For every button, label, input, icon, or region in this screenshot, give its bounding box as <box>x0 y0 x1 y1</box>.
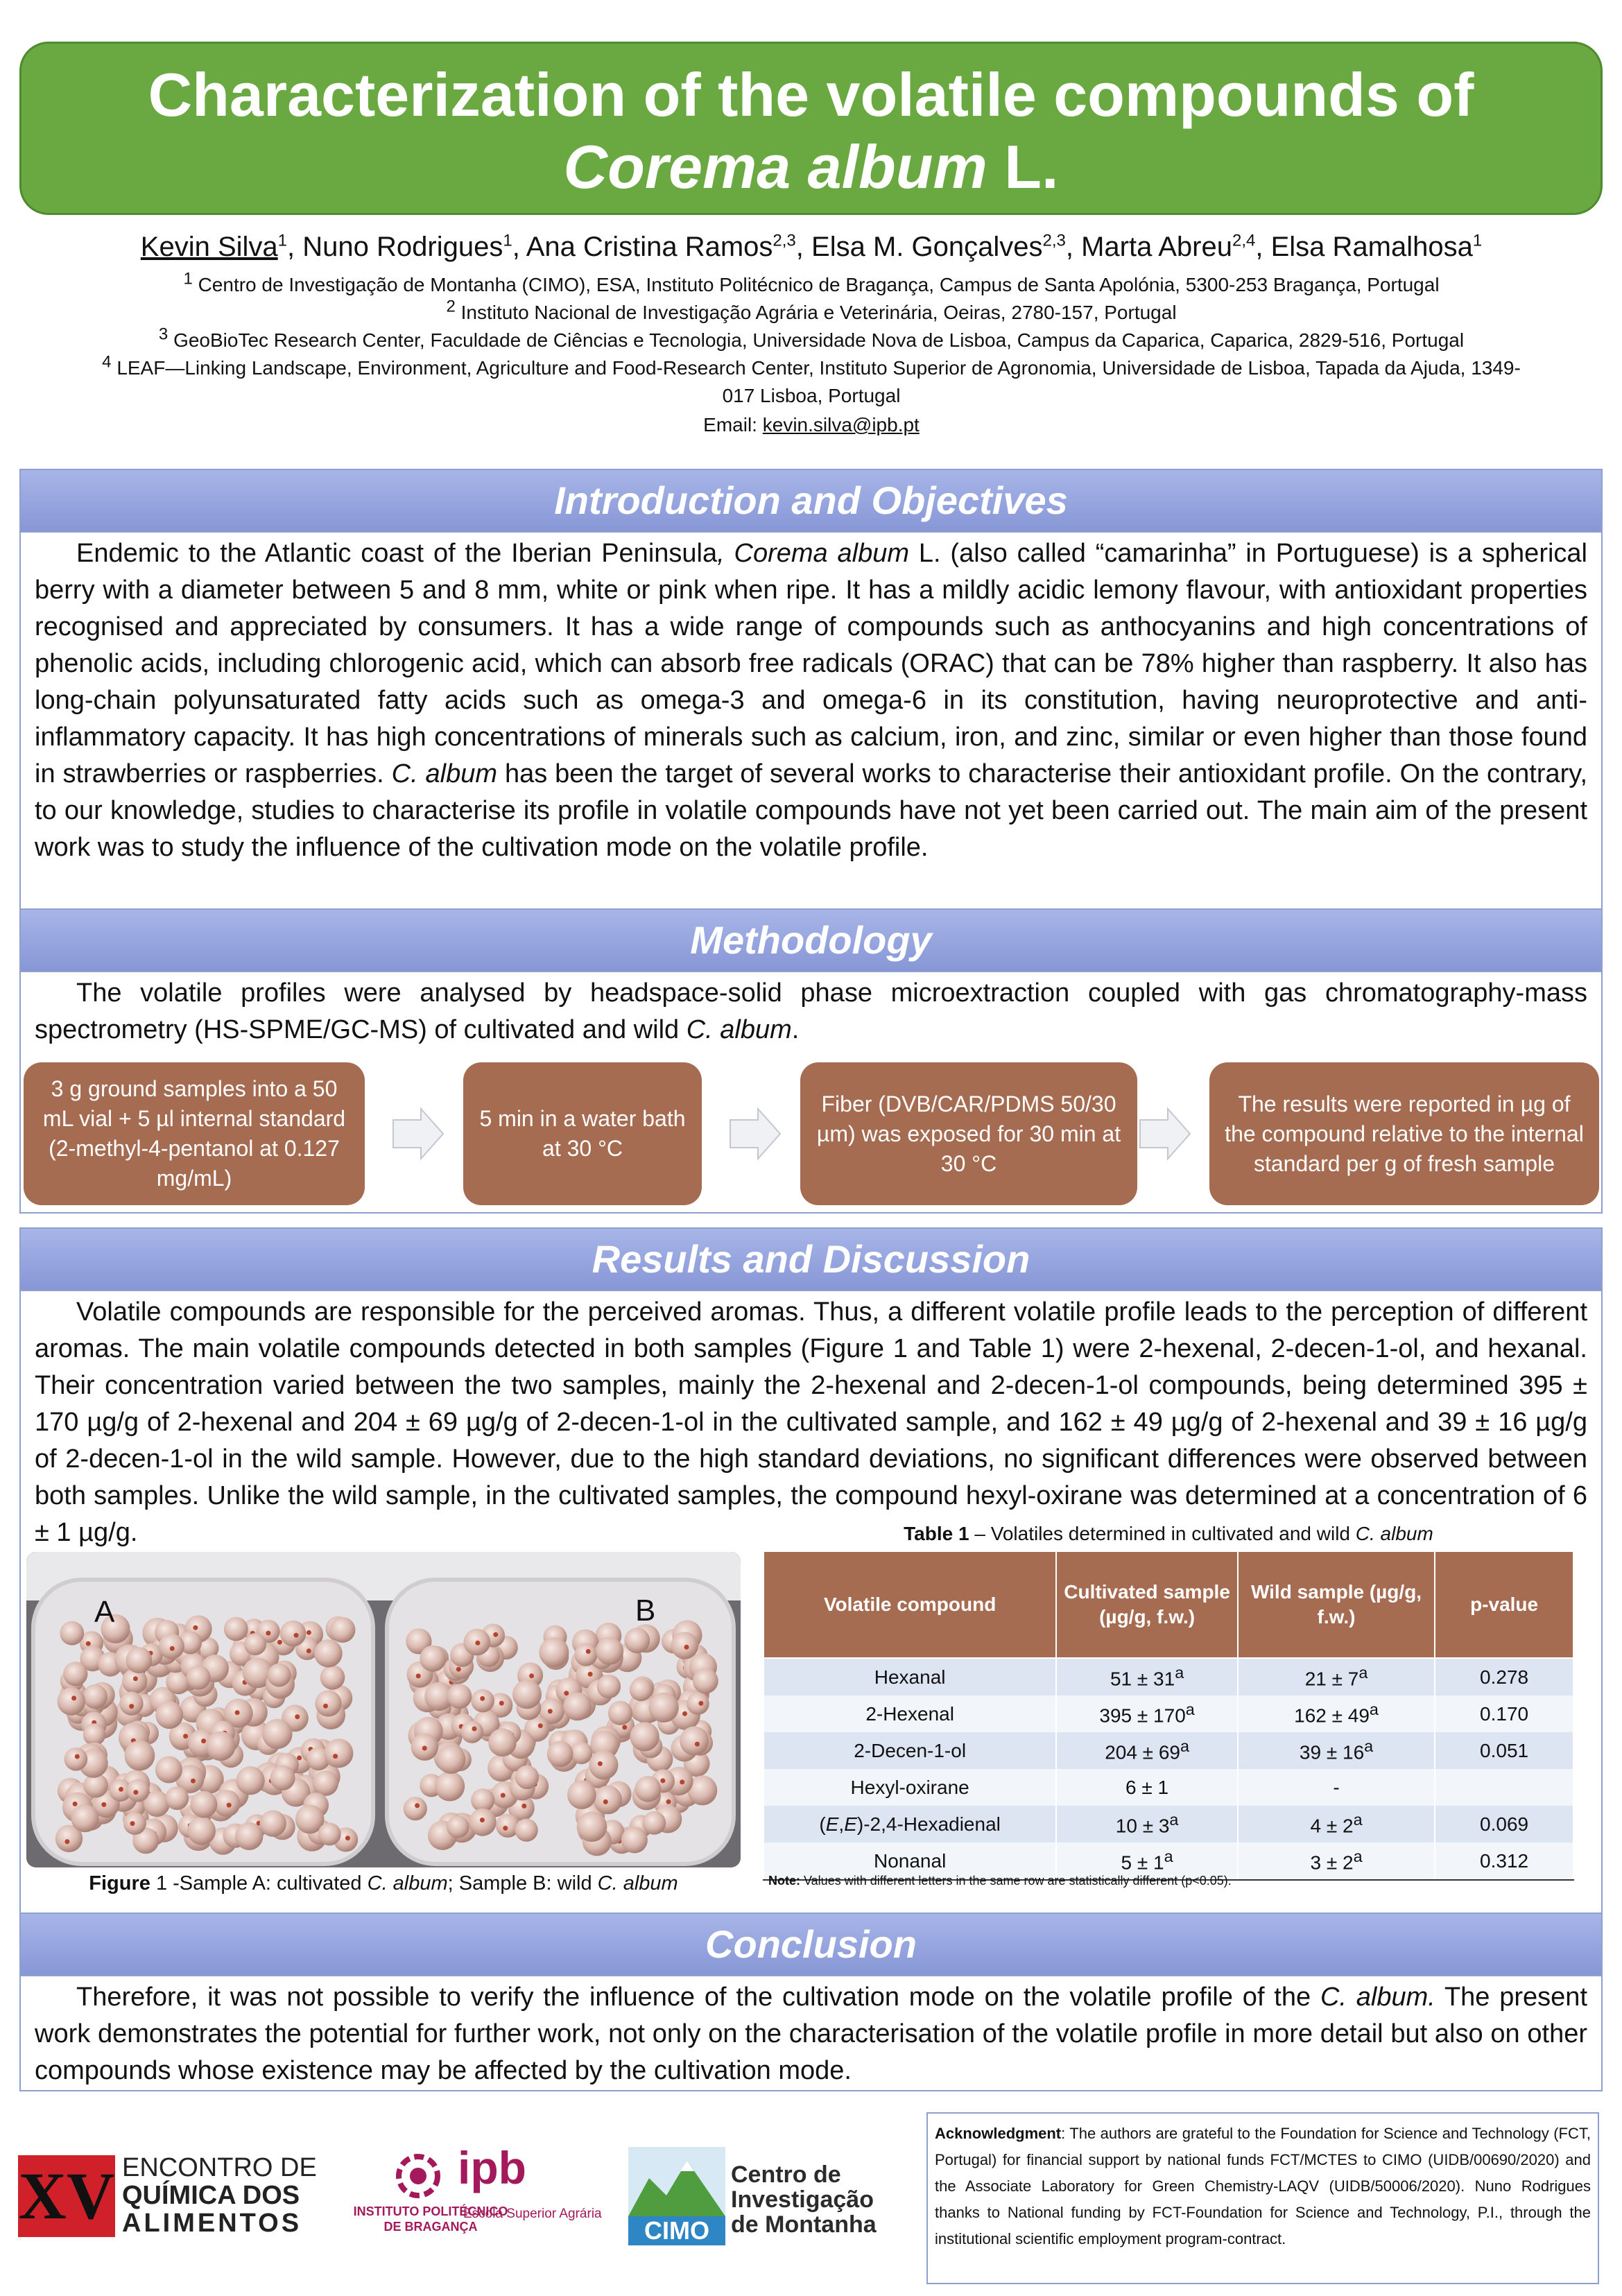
cell-pvalue: 0.312 <box>1435 1842 1573 1880</box>
table-caption-label: Table 1 <box>904 1523 969 1544</box>
cell-wild <box>1238 1769 1435 1806</box>
table-row <box>763 1806 1573 1842</box>
cell-pvalue: 0.051 <box>1435 1732 1573 1769</box>
berry <box>596 1637 623 1665</box>
berry-spot <box>480 1818 485 1822</box>
berry-spot <box>266 1631 270 1636</box>
table-header-wild: Wild sample (µg/g, f.w.) <box>1238 1551 1435 1658</box>
berry-spot <box>235 1710 240 1715</box>
berry <box>687 1692 709 1715</box>
affiliation-number: 2 <box>446 297 456 316</box>
berry <box>63 1661 87 1686</box>
author-affiliation: 2,4 <box>1232 231 1256 250</box>
berry <box>563 1693 592 1721</box>
figure-caption-species: C. album <box>361 1872 448 1894</box>
cell-letter: a <box>1353 1811 1363 1829</box>
berry <box>624 1628 650 1653</box>
cell-wild <box>1238 1695 1435 1732</box>
cell-compound <box>763 1806 1056 1842</box>
title-species: Corema album <box>563 132 987 201</box>
conclusion-text-part: Therefore, it was not possible to verify the influence of the cultivation mode on the volatile profile of the <box>76 1983 1311 2012</box>
intro-section <box>19 469 1603 910</box>
berry-spot <box>73 1802 78 1806</box>
author-affiliation: 1 <box>1472 231 1483 250</box>
berry <box>437 1745 466 1774</box>
cell-pvalue: 0.170 <box>1435 1695 1573 1732</box>
berry-spot <box>133 1790 138 1795</box>
table-note <box>768 1874 1573 1888</box>
berry-spot <box>475 1641 480 1646</box>
berry <box>187 1817 216 1845</box>
table-row <box>763 1658 1573 1695</box>
berry <box>461 1720 483 1743</box>
berry <box>597 1675 621 1698</box>
berry <box>64 1747 88 1771</box>
berry <box>60 1621 84 1646</box>
berry <box>268 1664 291 1687</box>
berry-spot <box>307 1648 311 1653</box>
berry-spot <box>588 1672 593 1677</box>
berry <box>547 1741 573 1768</box>
conclusion-species: C. album. <box>1311 1983 1435 2012</box>
title-banner <box>19 42 1603 215</box>
berry <box>270 1766 295 1790</box>
berry-spot <box>345 1836 350 1840</box>
cell-letter: a <box>1353 1847 1363 1866</box>
affiliation-number: 4 <box>102 352 112 372</box>
cell-wild <box>1238 1732 1435 1769</box>
methodology-species: C. album <box>679 1015 792 1044</box>
cell-compound: Nonanal <box>763 1842 1056 1880</box>
conclusion-text-part: The present work demonstrates the potential for further work, not only on the characterisation of the volatile profile in more detail but also on other compounds whose existence may be affected by the cultivation mode. <box>35 1983 1587 2085</box>
cell-value: 6 ± 1 <box>1125 1776 1169 1798</box>
berry-spot <box>86 1641 91 1646</box>
arrow-right-icon <box>390 1106 446 1162</box>
berry-spot <box>472 1727 477 1732</box>
berry-spot <box>598 1761 603 1766</box>
berry-spot <box>586 1649 591 1654</box>
volatile-table-wrapper <box>763 1551 1574 1881</box>
methodology-header: Methodology <box>21 910 1601 972</box>
affiliation-3 <box>42 327 1581 354</box>
berry <box>447 1684 472 1709</box>
berry-spot <box>622 1725 627 1729</box>
ipb-line: DE BRAGANÇA <box>383 2220 478 2234</box>
email-label: Email: <box>703 414 763 435</box>
berry <box>235 1822 263 1850</box>
encontro-line: ENCONTRO DE <box>122 2153 317 2182</box>
ipb-emblem-icon <box>380 2148 456 2204</box>
berry-spot <box>564 1691 569 1695</box>
berry <box>435 1772 465 1802</box>
author-name: Elsa Ramalhosa <box>1270 232 1473 262</box>
affiliation-text: GeoBioTec Research Center, Faculdade de Ciências e Tecnologia, Universidade Nova de Lisboa, Campus da Caparica, Caparica, 2829-516, Portugal <box>173 329 1465 351</box>
berry <box>621 1827 648 1854</box>
intro-text-part: has been the target of several works to characterise their antioxidant profile. On the contrary, to our knowledge, studies to characterise its profile in volatile compounds have not yet been carried out. The main aim of the present work was to study the influence of the cultivation mode on the volatile profile. <box>35 759 1588 862</box>
affiliation-text: Instituto Nacional de Investigação Agrária e Veterinária, Oeiras, 2780-157, Portugal <box>460 302 1177 323</box>
arrow-right-icon <box>727 1106 783 1162</box>
berry-spot <box>499 1701 504 1706</box>
acknowledgment-label: Acknowledgment <box>935 2125 1062 2142</box>
cell-value: 21 ± 7 <box>1304 1668 1359 1690</box>
compound-part: E <box>844 1813 857 1835</box>
berry-spot <box>307 1630 311 1635</box>
author-name: Nuno Rodrigues <box>302 232 503 262</box>
berry-photo <box>26 1552 741 1867</box>
berry-spot <box>129 1704 134 1709</box>
method-step-4: The results were reported in µg of the compound relative to the internal standard per g of fresh sample <box>1209 1062 1599 1205</box>
title-line-2 <box>21 131 1601 203</box>
berry <box>693 1668 718 1694</box>
table-header-pvalue: p-value <box>1435 1551 1573 1658</box>
berry <box>244 1633 266 1655</box>
berry <box>127 1779 150 1802</box>
table-note-label: Note: <box>768 1874 800 1888</box>
table-caption-species: C. album <box>1350 1523 1433 1544</box>
berry <box>630 1678 653 1701</box>
cimo-line: Centro de <box>731 2161 841 2188</box>
berry <box>567 1780 596 1809</box>
berry-spot <box>415 1803 420 1808</box>
berry <box>320 1665 345 1690</box>
table-note-text: Values with different letters in the same row are statistically different (p<0.05). <box>800 1874 1232 1888</box>
method-step-3: Fiber (DVB/CAR/PDMS 50/30 µm) was exposed for 30 min at 30 °C <box>800 1062 1137 1205</box>
berry <box>594 1786 622 1814</box>
berry <box>515 1766 539 1789</box>
cimo-mountain-icon <box>628 2147 725 2216</box>
compound-part: ( <box>819 1813 826 1835</box>
berry <box>313 1770 338 1796</box>
berry-spot <box>193 1625 198 1630</box>
berry-spot <box>682 1711 687 1716</box>
intro-species: C. album <box>383 759 498 788</box>
berry-spot <box>119 1787 123 1792</box>
cell-value: 162 ± 49 <box>1294 1704 1370 1727</box>
ipb-line: INSTITUTO POLITÉCNICO <box>353 2204 508 2218</box>
berry <box>119 1691 143 1715</box>
berry <box>280 1621 307 1647</box>
berry <box>126 1647 153 1673</box>
method-step-2: 5 min in a water bath at 30 °C <box>463 1062 702 1205</box>
acknowledgment-text: : The authors are grateful to the Foundation for Science and Technology (FCT, Portugal) for financial support by national funds FCT/MCTES to CIMO (UIDB/00690/2020) and the Associate Laboratory for Green Chemistry-LAQV (UIDB/50006/2020). Nuno Rodrigues thanks to National funding by FCT-Foundation for Science and Technology, P.I., through the institutional scientific employment program-contract. <box>935 2125 1591 2247</box>
affiliation-text: LEAF—Linking Landscape, Environment, Agriculture and Food-Research Center, Instituto Superior de Agronomia, Universidade de Lisboa, Tapada da Ajuda, 1349- <box>117 357 1521 379</box>
author-affiliation: 2,3 <box>773 231 796 250</box>
methodology-text-part: . <box>791 1015 800 1044</box>
cell-compound: Hexyl-oxirane <box>763 1769 1056 1806</box>
cell-value: - <box>1333 1776 1340 1798</box>
author-affiliation: 2,3 <box>1042 231 1066 250</box>
berry <box>83 1723 105 1745</box>
affiliation-4-cont: 017 Lisboa, Portugal <box>722 385 901 406</box>
author-affiliation: 1 <box>503 231 512 250</box>
cell-value: 4 ± 2 <box>1310 1815 1354 1837</box>
berry-spot <box>684 1645 689 1650</box>
cell-wild <box>1238 1658 1435 1695</box>
cimo-line: Investigação <box>731 2186 874 2213</box>
berry-spot <box>183 1734 188 1738</box>
cell-compound: 2-Decen-1-ol <box>763 1732 1056 1769</box>
sample-b-label: B <box>635 1594 656 1628</box>
berry <box>329 1617 355 1643</box>
cell-letter: a <box>1358 1664 1368 1682</box>
cell-value: 395 ± 170 <box>1099 1704 1186 1727</box>
arrow-right-icon <box>1137 1106 1193 1162</box>
berry-spot <box>201 1738 206 1743</box>
affiliation-text: Centro de Investigação de Montanha (CIMO), ESA, Instituto Politécnico de Bragança, Campus de Santa Apolónia, 5300-253 Bragança, Portugal <box>198 274 1440 295</box>
berry-spot <box>529 1673 534 1678</box>
berry <box>165 1786 189 1810</box>
title-suffix: L. <box>987 132 1059 201</box>
berry-spot <box>75 1754 80 1759</box>
cell-value: 5 ± 1 <box>1121 1852 1164 1874</box>
cell-pvalue <box>1435 1769 1573 1806</box>
cell-letter: a <box>1369 1700 1379 1719</box>
berry-spot <box>666 1799 671 1804</box>
berry <box>214 1790 241 1817</box>
table-row <box>763 1695 1573 1732</box>
table-row <box>763 1769 1573 1806</box>
author-name: Elsa M. Gonçalves <box>811 232 1043 262</box>
encontro-logo-numeral: XV <box>18 2155 115 2237</box>
berry-spot <box>503 1826 508 1831</box>
berry-spot <box>493 1632 498 1637</box>
method-step-1: 3 g ground samples into a 50 mL vial + 5 µl internal standard (2-methyl-4-pentanol at 0.127 mg/mL) <box>24 1062 365 1205</box>
compound-part: )-2,4-Hexadienal <box>856 1813 1001 1835</box>
berry <box>155 1756 182 1784</box>
cimo-logo-text <box>731 2162 877 2237</box>
berry <box>206 1732 236 1761</box>
berry <box>187 1666 211 1690</box>
cimo-logo-mark: CIMO <box>628 2216 725 2245</box>
volatile-table <box>763 1551 1574 1881</box>
berry <box>608 1701 632 1725</box>
cell-letter: a <box>1180 1737 1189 1756</box>
berry <box>575 1643 598 1666</box>
cell-value: 10 ± 3 <box>1115 1815 1170 1837</box>
berry <box>404 1797 427 1820</box>
berry-spot <box>698 1701 703 1706</box>
figure-caption-text: 1 -Sample A: cultivated <box>150 1872 362 1894</box>
berry <box>83 1684 107 1709</box>
berry <box>315 1690 341 1716</box>
berry-spot <box>227 1803 232 1808</box>
cell-value: 204 ± 69 <box>1105 1741 1180 1763</box>
author-name: Kevin Silva <box>140 232 278 262</box>
table-row <box>763 1732 1573 1769</box>
cell-value: 3 ± 2 <box>1310 1852 1354 1874</box>
berry-spot <box>170 1646 175 1651</box>
berry-spot <box>294 1633 299 1638</box>
affiliation-4 <box>42 352 1581 381</box>
berry-spot <box>416 1673 421 1678</box>
berry-spot <box>130 1821 135 1826</box>
berry-spot <box>501 1793 506 1798</box>
encontro-line: ALIMENTOS <box>122 2209 302 2238</box>
berry <box>512 1680 542 1709</box>
affiliation-2 <box>42 297 1581 326</box>
methodology-text-part: The volatile profiles were analysed by headspace-solid phase microextraction coupled with gas chromatography-mass spectrometry (HS-SPME/GC-MS) of cultivated and wild <box>35 978 1587 1044</box>
intro-header: Introduction and Objectives <box>21 470 1601 533</box>
berry <box>260 1810 286 1836</box>
berry-spot <box>295 1714 300 1719</box>
cell-cultivated <box>1056 1658 1238 1695</box>
berry <box>58 1687 85 1715</box>
berry <box>642 1811 666 1835</box>
cell-letter: a <box>1164 1847 1173 1866</box>
cell-letter: a <box>1175 1664 1184 1682</box>
cell-cultivated <box>1056 1695 1238 1732</box>
figure-caption-label: Figure <box>89 1872 150 1894</box>
intro-species: , Corema album <box>717 539 910 568</box>
berry-spot <box>297 1756 302 1761</box>
figure-caption <box>26 1872 741 1895</box>
cell-letter: a <box>1364 1737 1374 1756</box>
title-line-1: Characterization of the volatile compounds of <box>148 60 1474 129</box>
berry <box>314 1639 343 1668</box>
intro-text <box>21 533 1601 866</box>
berry-photo-illustration <box>26 1552 741 1867</box>
berry <box>224 1617 248 1641</box>
berry <box>324 1738 353 1768</box>
conclusion-header: Conclusion <box>21 1914 1601 1976</box>
berry <box>155 1701 183 1729</box>
berry <box>515 1819 538 1842</box>
methodology-text <box>21 972 1601 1048</box>
berry-spot <box>133 1676 138 1681</box>
berry <box>680 1726 709 1755</box>
berry-spot <box>521 1804 526 1809</box>
berry <box>570 1742 592 1764</box>
berry-spot <box>548 1709 553 1714</box>
encontro-logo-text <box>122 2154 317 2237</box>
conclusion-section <box>19 1913 1603 2091</box>
berry-spot <box>323 1704 328 1709</box>
author-name: Marta Abreu <box>1081 232 1232 262</box>
intro-text-part: Endemic to the Atlantic coast of the Iberian Peninsula <box>76 539 718 568</box>
berry-spot <box>480 1696 485 1701</box>
berry-spot <box>422 1746 427 1751</box>
berry <box>125 1741 155 1771</box>
affiliation-number: 3 <box>158 325 169 344</box>
intro-text-part: L. (also called “camarinha” in Portuguese) is a spherical berry with a diameter between 5 and 8 mm, white or pink when ripe. It has a mildly acidic lemony flavour, with antioxidant properties recognised and appreciated by consumers. It has a wide range of compounds such as anthocyanins and high concentrations of phenolic acids, including chlorogenic acid, which can absorb free radicals (ORAC) that can be 78% higher than raspberry. It also has long-chain polyunsaturated fatty acids such as omega-3 and omega-6 in its constitution, having neuroprotective and anti-inflammatory capacity. It has high concentrations of minerals such as calcium, iron, and zinc, similar or even higher than those found in strawberries or raspberries. <box>35 539 1587 788</box>
cell-cultivated <box>1056 1769 1238 1806</box>
cell-cultivated <box>1056 1732 1238 1769</box>
berry <box>577 1812 607 1842</box>
table-caption-text: – Volatiles determined in cultivated and wild <box>969 1523 1350 1544</box>
cell-pvalue: 0.069 <box>1435 1806 1573 1842</box>
berry <box>420 1646 446 1672</box>
affiliation-1 <box>42 269 1581 298</box>
author-name: Ana Cristina Ramos <box>526 232 773 262</box>
figure-caption-species: C. album <box>592 1872 678 1894</box>
berry <box>318 1822 341 1845</box>
berry-spot <box>277 1640 282 1645</box>
berry <box>635 1776 662 1802</box>
email-link[interactable]: kevin.silva@ipb.pt <box>762 414 920 435</box>
berry-spot <box>660 1778 665 1783</box>
table-header-row <box>763 1551 1573 1658</box>
berry <box>236 1766 265 1795</box>
berry-spot <box>680 1779 684 1784</box>
cell-letter: a <box>1185 1700 1195 1719</box>
cimo-line: de Montanha <box>731 2211 877 2238</box>
cell-value: 51 ± 31 <box>1110 1668 1175 1690</box>
figure-caption-text: ; Sample B: wild <box>447 1872 592 1894</box>
cell-compound: Hexanal <box>763 1658 1056 1695</box>
berry-spot <box>71 1695 76 1700</box>
cell-pvalue: 0.278 <box>1435 1658 1573 1695</box>
berry <box>71 1804 98 1832</box>
results-text: Volatile compounds are responsible for the perceived aromas. Thus, a different volatile profile leads to the perception of different aromas. The main volatile compounds detected in both samples (Figure 1 and Table 1) were 2-hexenal, 2-decen-1-ol, and hexanal. Their concentration varied between the two samples, mainly the 2-hexenal and 2-decen-1-ol compounds, being determined 395 ± 170 µg/g of 2-hexenal and 204 ± 69 µg/g of 2-decen-1-ol in the cultivated sample, and 162 ± 49 µg/g of 2-hexenal and 39 ± 16 µg/g of 2-decen-1-ol in the wild sample. However, due to the high standard deviations, no significant differences were observed between both samples. Unlike the wild sample, in the cultivated samples, the compound hexyl-oxirane was determined at a concentration of 6 ± 1 µg/g. <box>35 1297 1587 1547</box>
cell-cultivated <box>1056 1806 1238 1842</box>
author-list: Kevin Silva$^1$, Nuno Rodrigues$^1$, Ana Cristina Ramos$^{2,3}$, Elsa M. Gonçalves$^{2,3}$, Marta Abreu$^{2,4}$, Elsa Ramalhosa$^1$ <box>140 231 1483 262</box>
table-header-cultivated: Cultivated sample (µg/g, f.w.) <box>1056 1551 1238 1658</box>
berry <box>488 1728 517 1756</box>
berry-spot <box>101 1802 106 1807</box>
results-header: Results and Discussion <box>21 1229 1601 1291</box>
berry <box>648 1693 678 1723</box>
ipb-logo-school: Escola Superior Agrária <box>463 2207 602 2221</box>
table-caption <box>763 1523 1574 1545</box>
author-affiliation: 1 <box>277 231 288 250</box>
berry-spot <box>64 1839 69 1844</box>
berry-spot <box>456 1667 461 1672</box>
berry <box>262 1719 292 1749</box>
table-header-compound: Volatile compound <box>763 1551 1056 1658</box>
contact-email <box>42 412 1581 438</box>
cell-letter: a <box>1169 1811 1179 1829</box>
ipb-logo-mark: ipb <box>458 2142 526 2193</box>
berry-spot <box>538 1723 543 1728</box>
berry-spot <box>603 1799 608 1804</box>
berry <box>589 1750 618 1779</box>
acknowledgment-box <box>926 2112 1599 2284</box>
compound-part: E <box>825 1813 839 1835</box>
berry-spot <box>333 1754 338 1759</box>
affiliation-number: 1 <box>183 269 193 288</box>
berry-spot <box>191 1779 196 1784</box>
berry <box>447 1815 469 1838</box>
cell-wild <box>1238 1806 1435 1842</box>
berry <box>191 1791 218 1818</box>
berry <box>630 1722 659 1751</box>
conclusion-text <box>21 1976 1601 2089</box>
berry <box>539 1637 569 1667</box>
encontro-line: QUÍMICA DOS <box>122 2181 300 2210</box>
cell-value: 39 ± 16 <box>1299 1741 1365 1763</box>
cell-compound: 2-Hexenal <box>763 1695 1056 1732</box>
sample-a-label: A <box>94 1595 115 1629</box>
compound-part: , <box>838 1813 845 1835</box>
berry-spot <box>695 1742 700 1747</box>
